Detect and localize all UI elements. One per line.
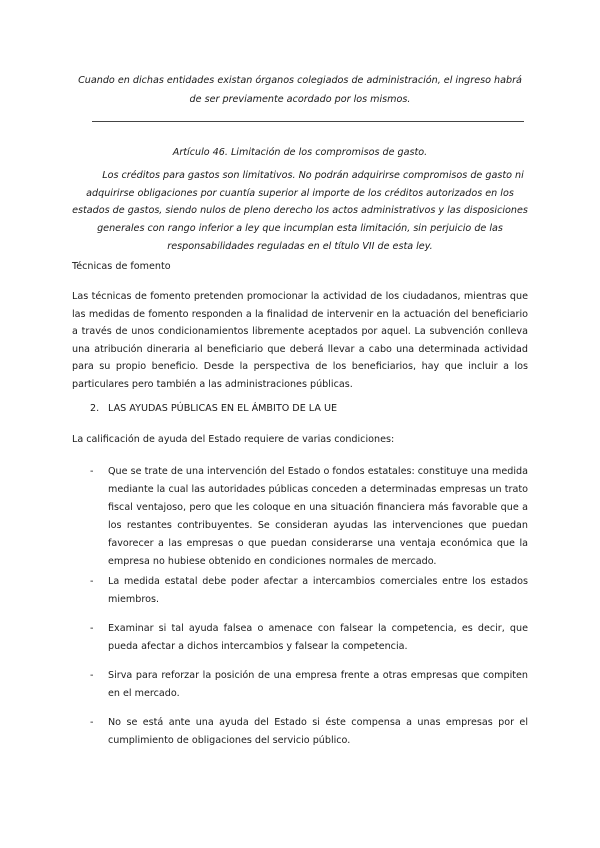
article-body (72, 167, 528, 256)
article-body-text: Los créditos para gastos son limitativos. No podrán adquirirse compromisos de gasto ni adquirirse obligaciones por cuantía superior al importe de los créditos autorizados en los estados de gastos, siendo nulos de pleno derecho los actos administrativos y las disposiciones generales con rango inferior a ley que incumplan esta limitación, sin perjuicio de las responsabilidades reguladas en el título VII de esta ley. (72, 170, 528, 252)
bullet-dash: - (90, 576, 94, 587)
section-paragraph: Las técnicas de fomento pretenden promocionar la actividad de los ciudadanos, mientras que las medidas de fomento responden a la finalidad de intervenir en la actuación del beneficiario a través de unos condicionamientos libremente aceptados por aquel. La subvención conlleva una atribución dineraria al beneficiario que deberá llevar a cabo una determinada actividad para su propio beneficio. Desde la perspectiva de los beneficiarios, hay que incluir a los particulares pero también a las administraciones públicas. (72, 291, 528, 390)
list-item (90, 620, 528, 656)
bullet-dash: - (90, 466, 94, 477)
list-item (90, 573, 528, 609)
eu-section-number: 2. (90, 403, 100, 414)
list-item-text: Que se trate de una intervención del Estado o fondos estatales: constituye una medida mediante la cual las autoridades públicas conceden a determinadas empresas un trato fiscal ventajoso, pero que les coloque en una situación financiera más favorable que a los restantes contribuyentes. Se consideran ayudas las intervenciones que puedan favorecer a las empresas o que puedan considerarse una ventaja económica que la empresa no hubiese obtenido en condiciones normales de mercado. (108, 466, 528, 567)
section-heading: Técnicas de fomento (72, 261, 171, 272)
list-item (90, 463, 528, 571)
article-title: Artículo 46. Limitación de los compromisos de gasto. (172, 147, 428, 158)
list-item (90, 714, 528, 750)
eu-section-heading (90, 401, 337, 417)
list-item-text: Examinar si tal ayuda falsea o amenace con falsear la competencia, es decir, que pueda afectar a dichos intercambios y falsear la competencia. (108, 623, 528, 652)
list-item (90, 667, 528, 703)
intro-paragraph: Cuando en dichas entidades existan órganos colegiados de administración, el ingreso habrá de ser previamente acordado por los mismos. (78, 75, 522, 105)
bullet-dash: - (90, 623, 94, 634)
horizontal-divider (92, 121, 524, 122)
list-item-text: No se está ante una ayuda del Estado si éste compensa a unas empresas por el cumplimiento de obligaciones del servicio público. (108, 717, 528, 746)
bullet-dash: - (90, 717, 94, 728)
list-item-text: Sirva para reforzar la posición de una empresa frente a otras empresas que compiten en el mercado. (108, 670, 528, 699)
eu-section-lead: La calificación de ayuda del Estado requiere de varias condiciones: (72, 434, 395, 445)
list-item-text: La medida estatal debe poder afectar a intercambios comerciales entre los estados miembros. (108, 576, 528, 605)
eu-section-title: LAS AYUDAS PÚBLICAS EN EL ÁMBITO DE LA UE (108, 403, 338, 414)
bullet-dash: - (90, 670, 94, 681)
